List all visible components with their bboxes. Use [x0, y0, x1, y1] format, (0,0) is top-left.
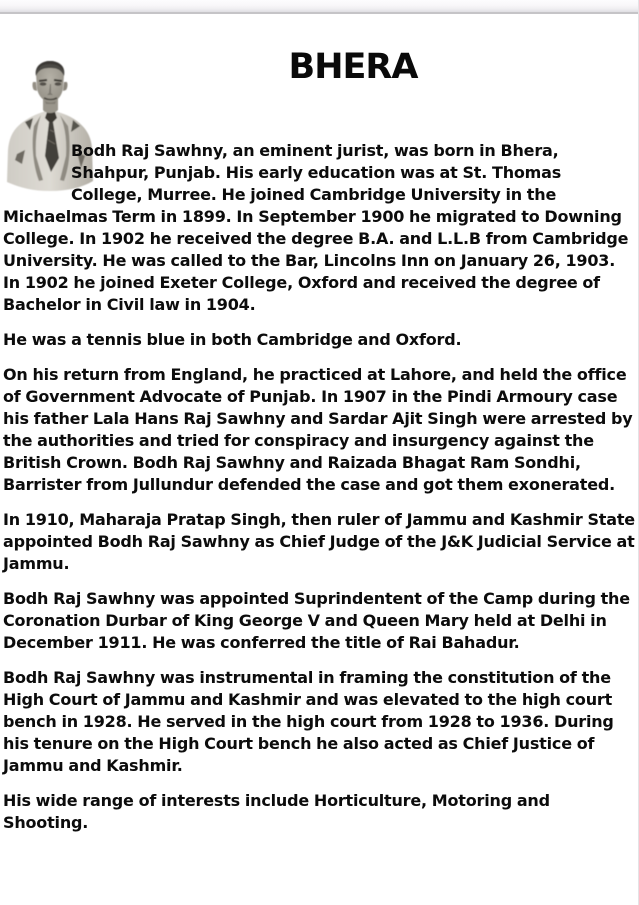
bio-paragraph-4: In 1910, Maharaja Pratap Singh, then ruler of Jammu and Kashmir State appointed Bodh Raj Sawhny as Chief Judge of the J&K Judicial Service at Jammu. [3, 510, 635, 573]
bio-paragraph-5: Bodh Raj Sawhny was appointed Suprindentent of the Camp during the Coronation Durbar of King George V and Queen Mary held at Delhi in December 1911. He was conferred the title of Rai Bahadur. [3, 589, 630, 652]
bio-paragraph-1: Bodh Raj Sawhny, an eminent jurist, was born in Bhera, Shahpur, Punjab. His early education was at St. Thomas College, Murree. He joined Cambridge University in the Michaelmas Term in 1899. In September 1900 he migrated to Downing College. In 1902 he received the degree B.A. and L.L.B from Cambridge University. He was called to the Bar, Lincolns Inn on January 26, 1903. In 1902 he joined Exeter College, Oxford and received the degree of Bachelor in Civil law in 1904. [3, 141, 629, 314]
bio-paragraph-7: His wide range of interests include Horticulture, Motoring and Shooting. [3, 791, 550, 832]
bio-paragraph-2: He was a tennis blue in both Cambridge and Oxford. [3, 330, 462, 349]
bio-paragraph-6: Bodh Raj Sawhny was instrumental in framing the constitution of the High Court of Jammu and Kashmir and was elevated to the high court bench in 1928. He served in the high court from 1928 to 1936. During his tenure on the High Court bench he also acted as Chief Justice of Jammu and Kashmir. [3, 668, 614, 775]
article-body [0, 46, 638, 834]
bio-paragraph-3: On his return from England, he practiced at Lahore, and held the office of Government Advocate of Punjab. In 1907 in the Pindi Armoury case his father Lala Hans Raj Sawhny and Sardar Ajit Singh were arrested by the authorities and tried for conspiracy and insurgency against the British Crown. Bodh Raj Sawhny and Raizada Bhagat Ram Sondhi, Barrister from Jullundur defended the case and got them exonerated. [3, 365, 633, 494]
portrait-photo [3, 60, 71, 192]
top-divider [0, 0, 638, 14]
page-title: BHERA [288, 47, 418, 87]
